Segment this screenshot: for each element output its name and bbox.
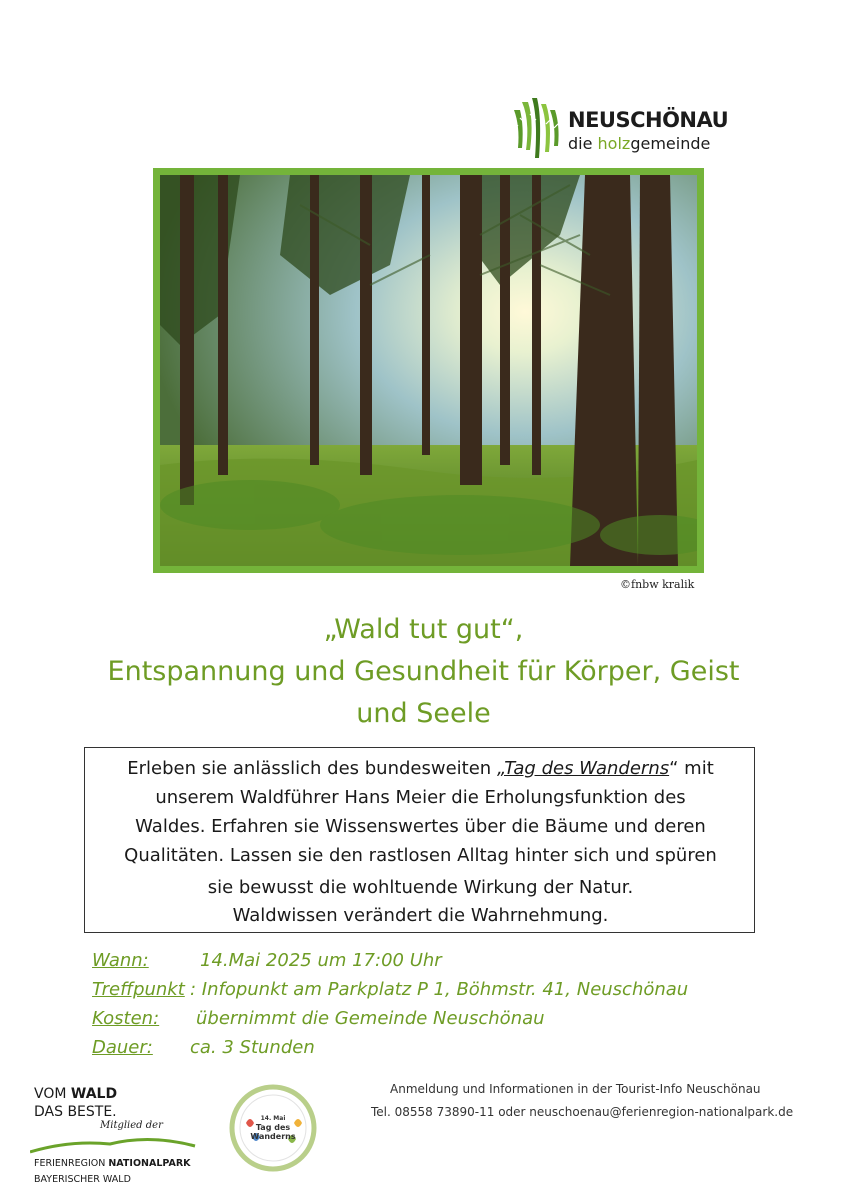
- when-label: Wann:: [92, 950, 149, 971]
- tag-des-wanderns-badge: 14. Mai Tag des Wanderns: [218, 1083, 328, 1173]
- event-title-line3: und Seele: [356, 698, 491, 729]
- hill-line-icon: [30, 1126, 200, 1156]
- forest-photo: [153, 168, 704, 573]
- brand-name: NEUSCHÖNAU: [568, 108, 729, 132]
- description-line: Erleben sie anlässlich des bundesweiten „Tag des Wanderns“ mit: [127, 758, 714, 779]
- description-line: Waldes. Erfahren sie Wissenswertes über die Bäume und deren: [135, 816, 706, 837]
- description-line: Qualitäten. Lassen sie den rastlosen Alltag hinter sich und spüren: [124, 845, 717, 866]
- when-value: 14.Mai 2025 um 17:00 Uhr: [200, 950, 442, 971]
- contact-line2: Tel. 08558 73890-11 oder neuschoenau@ferienregion-nationalpark.de: [371, 1105, 794, 1119]
- photo-credit: ©fnbw kralik: [620, 578, 695, 591]
- meeting-point-value: : Infopunkt am Parkplatz P 1, Böhmstr. 41, Neuschönau: [190, 979, 689, 1000]
- description-line: sie bewusst die wohltuende Wirkung der Natur.: [207, 877, 634, 898]
- description-line: Waldwissen verändert die Wahrnehmung.: [232, 905, 609, 926]
- description-box: [84, 747, 755, 933]
- contact-line1: Anmeldung und Informationen in der Tourist-Info Neuschönau: [390, 1082, 761, 1096]
- brand-subtitle: die holzgemeinde: [568, 134, 711, 153]
- cost-value: übernimmt die Gemeinde Neuschönau: [196, 1008, 545, 1029]
- event-title-line2: Entspannung und Gesundheit für Körper, Geist: [107, 656, 740, 687]
- neuschoenau-logo: [508, 96, 738, 162]
- event-title-line1: „Wald tut gut“,: [323, 614, 524, 645]
- description-line: unserem Waldführer Hans Meier die Erholungsfunktion des: [155, 787, 686, 808]
- tag-des-wanderns-emphasis: „Tag des Wanderns: [496, 758, 670, 779]
- duration-value: ca. 3 Stunden: [190, 1037, 315, 1058]
- cost-label: Kosten:: [92, 1008, 160, 1029]
- tree-logo-icon: [508, 96, 564, 162]
- duration-label: Dauer:: [92, 1037, 153, 1058]
- meeting-point-label: Treffpunkt: [92, 979, 185, 1000]
- vom-wald-das-beste-logo: VOM WALD DAS BESTE. Mitglied der FERIENREGION NATIONALPARK BAYERISCHER WALD: [30, 1082, 200, 1192]
